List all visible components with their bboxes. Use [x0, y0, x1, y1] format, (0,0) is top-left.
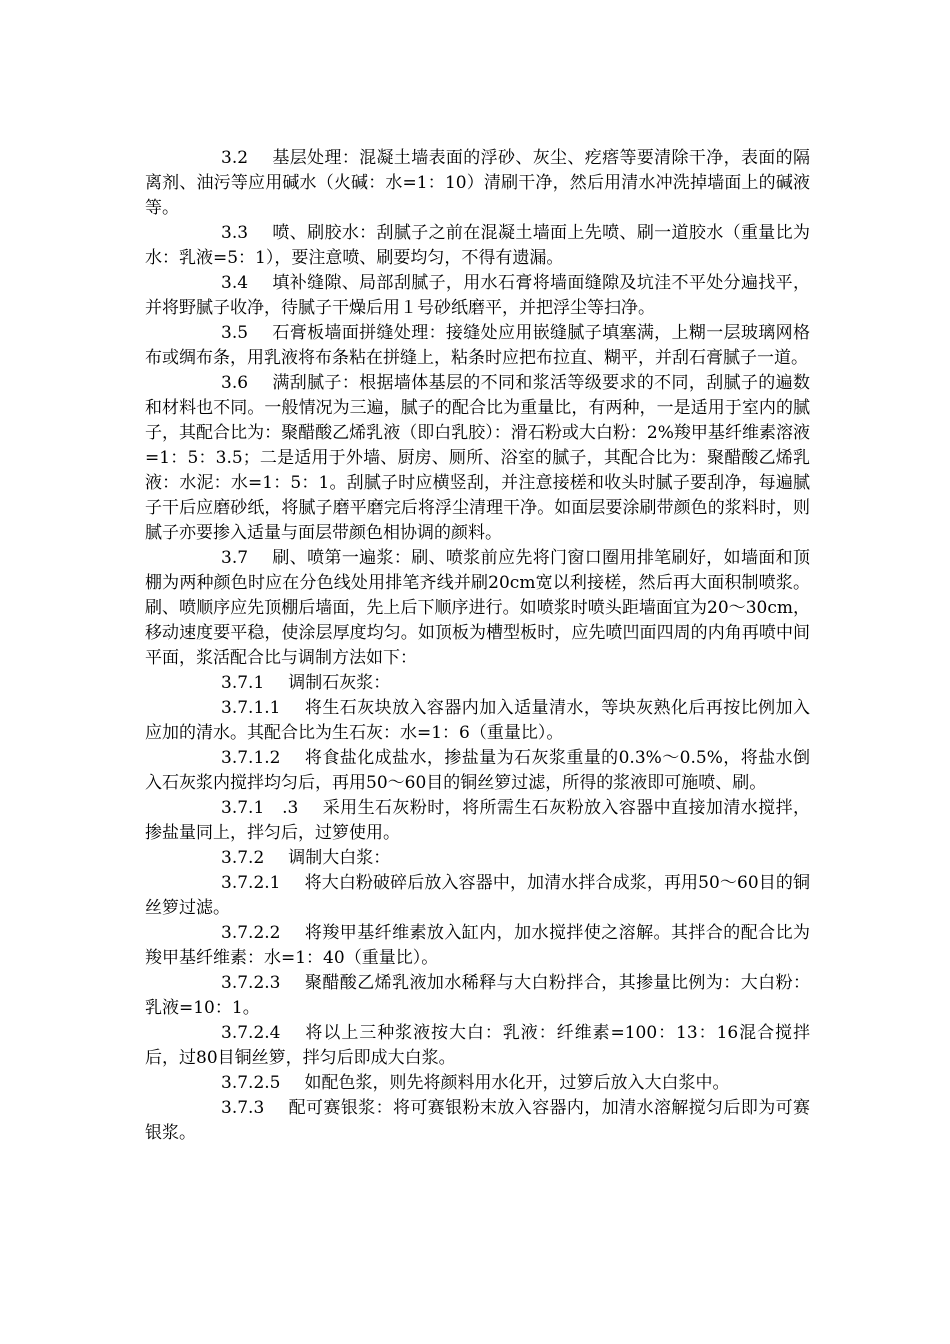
paragraph-text: 填补缝隙、局部刮腻子，用水石膏将墙面缝隙及坑洼不平处分遍找平，并将野腻子收净，待腻子干燥后用１号砂纸磨平，并把浮尘等扫净。: [145, 273, 810, 318]
paragraph-3-7-2: [145, 846, 810, 871]
paragraph-3-7-2-5: [145, 1071, 810, 1096]
paragraph-text: 喷、刷胶水：刮腻子之前在混凝土墙面上先喷、刷一道胶水（重量比为水：乳液=5：1），要注意喷、刷要均匀，不得有遗漏。: [145, 223, 810, 268]
section-number: 3.7.1: [221, 673, 265, 693]
section-number: 3.7.1.1: [221, 698, 281, 718]
section-number: 3.7: [221, 548, 249, 568]
section-number: 3.4: [221, 273, 249, 293]
section-number: 3.2: [221, 148, 249, 168]
section-number: 3.3: [221, 223, 249, 243]
paragraph-3-5: [145, 321, 810, 371]
paragraph-text: 将大白粉破碎后放入容器中，加清水拌合成浆，再用50～60目的铜丝箩过滤。: [145, 873, 810, 918]
section-number: 3.7.2.5: [221, 1073, 281, 1093]
section-number: 3.6: [221, 373, 249, 393]
paragraph-3-7-3: [145, 1096, 810, 1146]
section-number: 3.7.2.1: [221, 873, 281, 893]
paragraph-3-7-2-4: [145, 1021, 810, 1071]
paragraph-3-3: [145, 221, 810, 271]
section-number: 3.7.2: [221, 848, 265, 868]
section-number: 3.7.2.3: [221, 973, 281, 993]
paragraph-text: 将羧甲基纤维素放入缸内，加水搅拌使之溶解。其拌合的配合比为羧甲基纤维素：水=1：40（重量比）。: [145, 923, 810, 968]
paragraph-text: 石膏板墙面拼缝处理：接缝处应用嵌缝腻子填塞满，上糊一层玻璃网格布或绸布条，用乳液将布条粘在拼缝上，粘条时应把布拉直、糊平，并刮石膏腻子一道。: [145, 323, 810, 368]
paragraph-text: 刷、喷第一遍浆：刷、喷浆前应先将门窗口圈用排笔刷好，如墙面和顶棚为两种颜色时应在分色线处用排笔齐线并刷20cm宽以利接槎，然后再大面积制喷浆。刷、喷顺序应先顶棚后墙面，先上后下顺序进行。如喷浆时喷头距墙面宜为20～30cm，移动速度要平稳，使涂层厚度均匀。如顶板为槽型板时，应先喷凹面四周的内角再喷中间平面，浆活配合比与调制方法如下：: [145, 548, 810, 668]
paragraph-3-7-1-2: [145, 746, 810, 796]
document-body: [145, 146, 810, 1146]
paragraph-3-4: [145, 271, 810, 321]
paragraph-3-6: [145, 371, 810, 546]
section-number: 3.7.1 .3: [221, 798, 299, 818]
section-number: 3.7.2.4: [221, 1023, 281, 1043]
section-number: 3.7.3: [221, 1098, 265, 1118]
paragraph-text: 如配色浆，则先将颜料用水化开，过箩后放入大白浆中。: [304, 1073, 730, 1093]
paragraph-text: 将以上三种浆液按大白：乳液：纤维素=100：13：16混合搅拌后，过80目铜丝箩，拌匀后即成大白浆。: [145, 1023, 810, 1068]
paragraph-3-7-2-2: [145, 921, 810, 971]
paragraph-3-7-1-3: [145, 796, 810, 846]
paragraph-text: 将生石灰块放入容器内加入适量清水，等块灰熟化后再按比例加入应加的清水。其配合比为生石灰：水=1：6（重量比）。: [145, 698, 810, 743]
paragraph-3-7-1: [145, 671, 810, 696]
paragraph-text: 满刮腻子：根据墙体基层的不同和浆活等级要求的不同，刮腻子的遍数和材料也不同。一般情况为三遍，腻子的配合比为重量比，有两种，一是适用于室内的腻子，其配合比为：聚醋酸乙烯乳液（即白乳胶）：滑石粉或大白粉：2%羧甲基纤维素溶液=1：5：3.5；二是适用于外墙、厨房、厕所、浴室的腻子，其配合比为：聚醋酸乙烯乳液：水泥：水=1：5：1。刮腻子时应横竖刮，并注意接槎和收头时腻子要刮净，每遍腻子干后应磨砂纸，将腻子磨平磨完后将浮尘清理干净。如面层要涂刷带颜色的浆料时，则腻子亦要掺入适量与面层带颜色相协调的颜料。: [145, 373, 810, 543]
section-number: 3.7.2.2: [221, 923, 281, 943]
paragraph-text: 配可赛银浆：将可赛银粉末放入容器内，加清水溶解搅匀后即为可赛银浆。: [145, 1098, 810, 1143]
paragraph-text: 采用生石灰粉时，将所需生石灰粉放入容器中直接加清水搅拌，掺盐量同上，拌匀后，过箩使用。: [145, 798, 810, 843]
paragraph-text: 将食盐化成盐水，掺盐量为石灰浆重量的0.3%～0.5%，将盐水倒入石灰浆内搅拌均匀后，再用50～60目的铜丝箩过滤，所得的浆液即可施喷、刷。: [145, 748, 810, 793]
section-number: 3.7.1.2: [221, 748, 281, 768]
paragraph-3-7-1-1: [145, 696, 810, 746]
paragraph-3-7-2-1: [145, 871, 810, 921]
paragraph-3-7: [145, 546, 810, 671]
section-number: 3.5: [221, 323, 249, 343]
paragraph-3-7-2-3: [145, 971, 810, 1021]
paragraph-text: 基层处理：混凝土墙表面的浮砂、灰尘、疙瘩等要清除干净，表面的隔离剂、油污等应用碱水（火碱：水=1：10）清刷干净，然后用清水冲洗掉墙面上的碱液等。: [145, 148, 810, 218]
paragraph-text: 调制大白浆：: [288, 848, 391, 868]
paragraph-3-2: [145, 146, 810, 221]
paragraph-text: 调制石灰浆：: [288, 673, 391, 693]
paragraph-text: 聚醋酸乙烯乳液加水稀释与大白粉拌合，其掺量比例为：大白粉：乳液=10：1。: [145, 973, 810, 1018]
